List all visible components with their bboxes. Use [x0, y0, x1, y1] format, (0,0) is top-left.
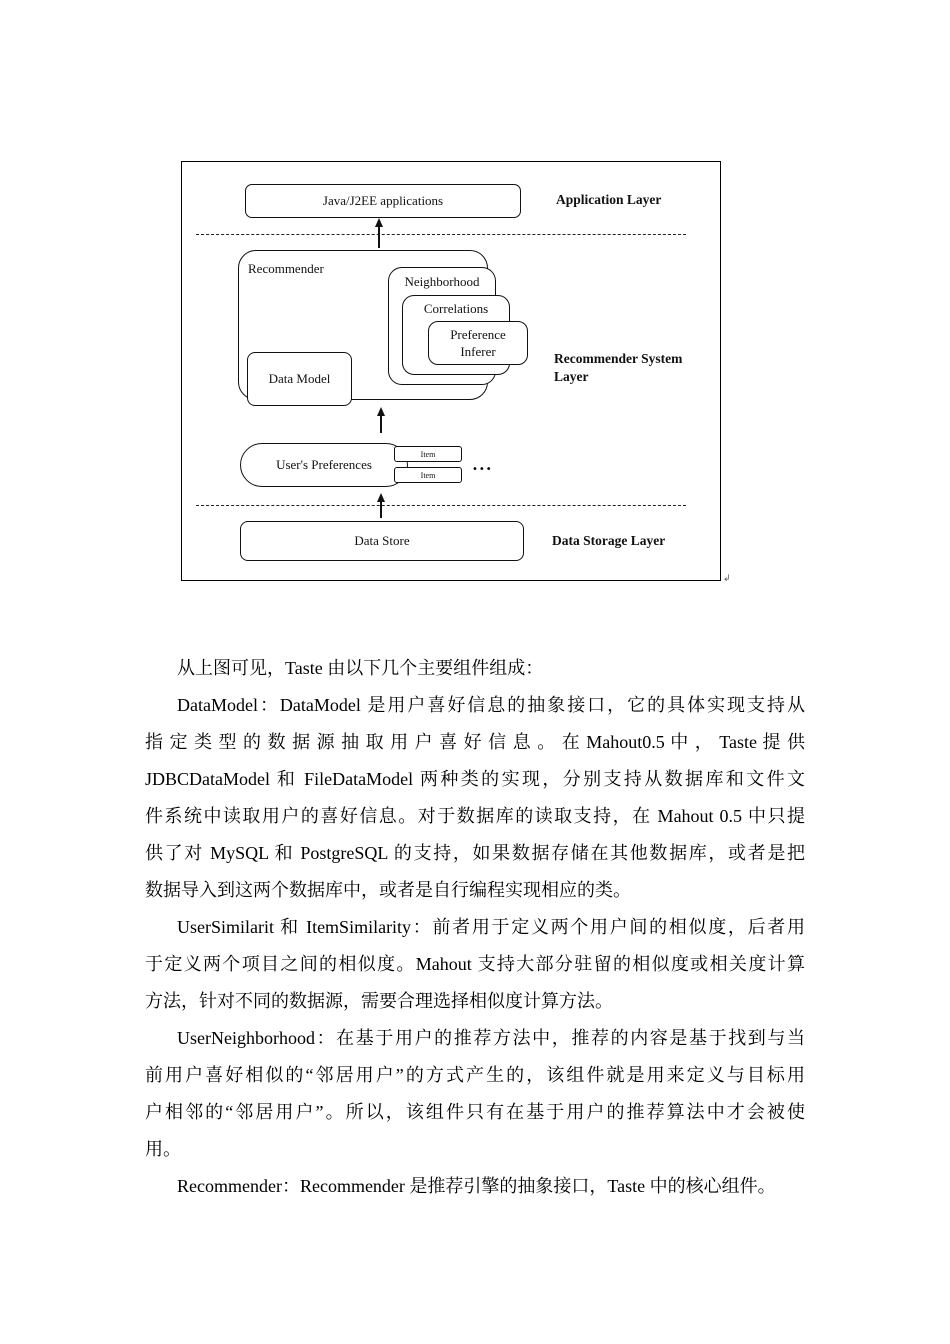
java-j2ee-applications-box: Java/J2EE applications: [245, 184, 521, 218]
architecture-diagram: [181, 161, 721, 581]
recommender-paragraph: [145, 1168, 805, 1205]
text-line: 件系统中读取用户的喜好信息。对于数据库的读取支持，在 Mahout 0.5 中只提: [145, 806, 805, 826]
data-model-box: Data Model: [247, 352, 352, 406]
users-preferences-box: User's Preferences: [240, 443, 408, 487]
layer-divider-bottom: [196, 505, 686, 506]
item-box: Item: [394, 467, 462, 483]
neighborhood-label: Neighborhood: [404, 274, 480, 289]
recommender-system-line: Recommender System: [554, 351, 683, 366]
inferer-label: Inferer: [460, 344, 496, 359]
similarity-paragraph: [145, 909, 805, 1020]
text-line: UserSimilarit 和 ItemSimilarity：前者用于定义两个用户间的相似度，后者用: [177, 917, 805, 937]
text-line: 供了对 MySQL 和 PostgreSQL 的支持，如果数据存储在其他数据库，或者是把: [145, 843, 805, 863]
text-line: 前用户喜好相似的“邻居用户”的方式产生的，该组件就是用来定义与目标用: [145, 1065, 805, 1085]
data-storage-layer-label: Data Storage Layer: [552, 533, 666, 548]
text-line: 用。: [145, 1139, 181, 1159]
layer-line: Layer: [554, 369, 589, 384]
text-line: JDBCDataModel 和 FileDataModel 两种类的实现，分别支持从数据库和文件文: [145, 769, 805, 789]
recommender-label: Recommender: [248, 261, 324, 276]
application-layer-label: Application Layer: [556, 192, 662, 207]
data-store-box: Data Store: [240, 521, 524, 561]
text-line: 指 定 类 型 的 数 据 源 抽 取 用 户 喜 好 信 息 。 在 Mahout0.5 中 ， Taste 提 供: [145, 732, 805, 752]
datamodel-paragraph: [145, 687, 805, 909]
text-line: 户相邻的“邻居用户”。所以，该组件只有在基于用户的推荐算法中才会被使: [145, 1102, 805, 1122]
text-line: DataModel：DataModel 是用户喜好信息的抽象接口，它的具体实现支持从: [177, 695, 805, 715]
text-line: 数据导入到这两个数据库中，或者是自行编程实现相应的类。: [145, 880, 631, 900]
text-line: 方法，针对不同的数据源，需要合理选择相似度计算方法。: [145, 991, 613, 1011]
neighborhood-paragraph: [145, 1020, 805, 1168]
text-line: Recommender：Recommender 是推荐引擎的抽象接口，Taste 中的核心组件。: [177, 1176, 776, 1196]
arrow-shaft: [380, 501, 382, 518]
text-line: UserNeighborhood：在基于用户的推荐方法中，推荐的内容是基于找到与当: [177, 1028, 805, 1048]
layer-divider-top: [196, 234, 686, 235]
ellipsis-icon: •••: [472, 464, 493, 475]
text-line: 于定义两个项目之间的相似度。Mahout 支持大部分驻留的相似度或相关度计算: [145, 954, 805, 974]
arrow-shaft: [380, 415, 382, 433]
item-box: Item: [394, 446, 462, 462]
correlations-label: Correlations: [423, 301, 489, 316]
paragraph-mark: ↲: [723, 574, 731, 584]
body-text: [145, 650, 805, 1205]
preference-label: Preference: [450, 327, 506, 342]
preference-inferer-box: [428, 321, 528, 365]
arrow-shaft: [378, 226, 380, 248]
recommender-system-layer-label: [554, 350, 682, 386]
intro-paragraph: [145, 650, 805, 687]
text-line: 从上图可见，Taste 由以下几个主要组件组成：: [177, 658, 544, 678]
